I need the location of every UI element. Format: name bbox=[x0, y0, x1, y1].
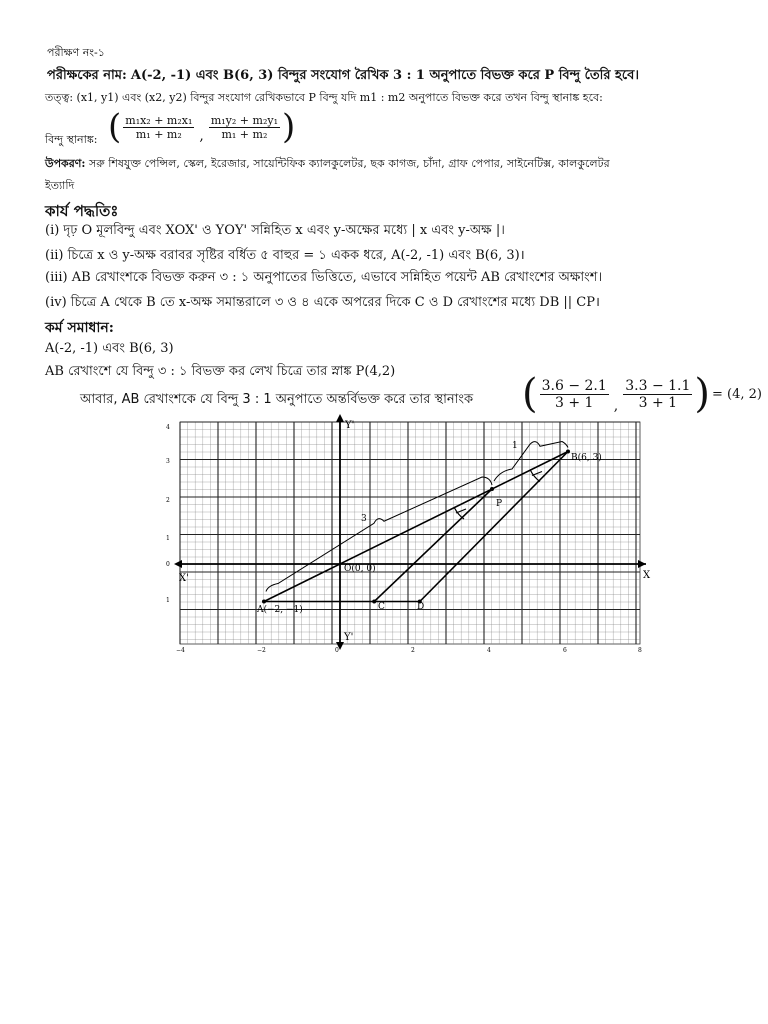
x-tick-label: −2 bbox=[257, 647, 266, 654]
brace-label-1: 1 bbox=[512, 441, 518, 451]
x-tick-label: 6 bbox=[563, 647, 567, 654]
x-axis-neg-label: X' bbox=[179, 573, 189, 584]
compass-arc bbox=[454, 507, 464, 519]
coordinate-graph bbox=[160, 412, 660, 658]
apparatus-line bbox=[45, 155, 610, 174]
experiment-title bbox=[47, 66, 639, 87]
brace-pb bbox=[494, 442, 568, 482]
y-tick-label: 4 bbox=[166, 424, 170, 431]
apparatus-text: সরু শিষযুক্ত পেন্সিল, স্কেল, ইরেজার, সায়েন্টিফিক ক্যালকুলেটর, ছক কাগজ, চাঁদা, গ্রাফ পেপার, সাইনেটিক্স, কালকুলেটর bbox=[89, 157, 610, 170]
y-tick-label: 0 bbox=[166, 561, 170, 568]
calc-den-y: 3 + 1 bbox=[638, 394, 678, 411]
y-tick-label: 2 bbox=[166, 497, 170, 504]
x-tick-label: 0 bbox=[335, 647, 339, 654]
point-a-label: A(−2, −1) bbox=[257, 605, 303, 615]
solution-line-2: AB রেখাংশে যে বিন্দু ৩ : ১ বিভক্ত কর লেখ চিত্রে তার স্নাঙ্ক P(4,2) bbox=[45, 364, 396, 379]
experiment-name-text: A(-2, -1) এবং B(6, 3) বিন্দুর সংযোগ রৈখিক 3 : 1 অনুপাতে বিভক্ত করে P বিন্দু তৈরি হবে। bbox=[130, 68, 639, 83]
compass-arc bbox=[530, 470, 540, 482]
solution-line-3: আবার, AB রেখাংশকে যে বিন্দু 3 : 1 অনুপাতে অন্তর্বিভক্ত করে তার স্থানাংক bbox=[80, 392, 474, 407]
brace-label-3: 3 bbox=[361, 514, 367, 524]
method-step-1: (i) দৃঢ় O মূলবিন্দু এবং XOX' ও YOY' সন্নিহিত x এবং y-অক্ষের মধ্যে | x এবং y-অক্ষ |। bbox=[45, 223, 505, 238]
experiment-number: পরীক্ষণ নং-১ bbox=[47, 46, 105, 59]
method-step-3: (iii) AB রেখাংশকে বিভক্ত করুন ৩ : ১ অনুপাতের ভিত্তিতে, এভাবে সন্নিহিত পয়েন্ট AB রেখাংশের অক্ষাংশ। bbox=[45, 270, 603, 285]
y-tick-label: 3 bbox=[166, 458, 170, 465]
compass-arc bbox=[456, 509, 466, 513]
point-c bbox=[372, 600, 376, 604]
method-heading: কার্য পদ্ধতিঃ bbox=[45, 202, 119, 220]
y-axis-arrow bbox=[336, 414, 344, 422]
graph-construction bbox=[262, 442, 570, 604]
calc-den-x: 3 + 1 bbox=[554, 394, 594, 411]
formula-num-y: m₁y₂ + m₂y₁ bbox=[210, 113, 278, 127]
point-p bbox=[490, 487, 494, 491]
formula-den-x: m₁ + m₂ bbox=[135, 127, 182, 141]
y-axis-label: Y' bbox=[345, 420, 355, 431]
experiment-name-label: পরীক্ষকের নাম: bbox=[47, 68, 127, 83]
x-axis-arrow bbox=[638, 560, 646, 568]
point-p-label: P bbox=[496, 499, 503, 509]
point-b bbox=[566, 450, 570, 454]
calc-num-x: 3.6 − 2.1 bbox=[541, 377, 607, 394]
coordinate-label: বিন্দু স্থানাঙ্ক: bbox=[45, 133, 98, 146]
x-tick-label: 2 bbox=[411, 647, 415, 654]
y-tick-label: 1 bbox=[166, 535, 170, 542]
origin-label: O(0, 0) bbox=[344, 564, 376, 574]
formula-num-x: m₁x₂ + m₂x₁ bbox=[125, 113, 193, 127]
calc-result: = (4, 2) bbox=[712, 386, 762, 402]
method-step-4: (iv) চিত্রে A থেকে B তে x-অক্ষ সমান্তরালে ৩ ও ৪ একে অপরের দিকে C ও D রেখাংশের মধ্যে DB || CP। bbox=[45, 295, 600, 310]
method-step-2: (ii) চিত্রে x ও y-অক্ষ বরাবর সৃষ্টির বর্ধিত ৫ বাহুর = ১ একক ধরে, A(-2, -1) এবং B(6, 3)। bbox=[45, 248, 525, 263]
calculation-formula: ( $\frac{3.6 - 2.1}{3 + 1}$ , $\frac{3.3 - 1.1}{3 + 1}$ ) = (4, 2) bbox=[522, 371, 762, 417]
apparatus-label: উপকরণ: bbox=[45, 157, 86, 170]
point-c-label: C bbox=[378, 602, 385, 612]
x-tick-label: 4 bbox=[487, 647, 491, 654]
y-tick-label: 1 bbox=[166, 597, 170, 604]
x-tick-label: −4 bbox=[176, 647, 185, 654]
x-tick-label: 8 bbox=[638, 647, 642, 654]
x-axis-label: X bbox=[643, 570, 651, 581]
apparatus-continuation: ইত্যাদি bbox=[45, 179, 75, 192]
formula-den-y: m₁ + m₂ bbox=[221, 127, 268, 141]
theory-text: তত্ত্ব: (x1, y1) এবং (x2, y2) বিন্দুর সংযোগ রেখিকভাবে P বিন্দু যদি m1 : m2 অনুপাতে বিভক্ত করে তখন বিন্দু স্থানাঙ্ক হবে: bbox=[45, 91, 603, 104]
point-b-label: B(6, 3) bbox=[571, 453, 602, 463]
solution-line-1: A(-2, -1) এবং B(6, 3) bbox=[45, 341, 174, 356]
calc-num-y: 3.3 − 1.1 bbox=[625, 377, 691, 394]
y-axis-neg-label: Y' bbox=[344, 632, 354, 643]
solution-heading: কর্ম সমাধান: bbox=[45, 320, 114, 336]
compass-arc bbox=[532, 472, 542, 476]
point-a bbox=[262, 600, 266, 604]
point-d-label: D bbox=[417, 602, 425, 612]
x-axis-neg-arrow bbox=[174, 560, 182, 568]
segment-db bbox=[420, 452, 568, 602]
section-formula: ( $\frac{\text{m₁x₂ + m₂x₁}}{\text{m₁ + m₂}}$ , $\frac{\text{m₁y₂ + m₂y₁}}{\text{m₁ + m₂}}$ ) bbox=[108, 107, 296, 147]
